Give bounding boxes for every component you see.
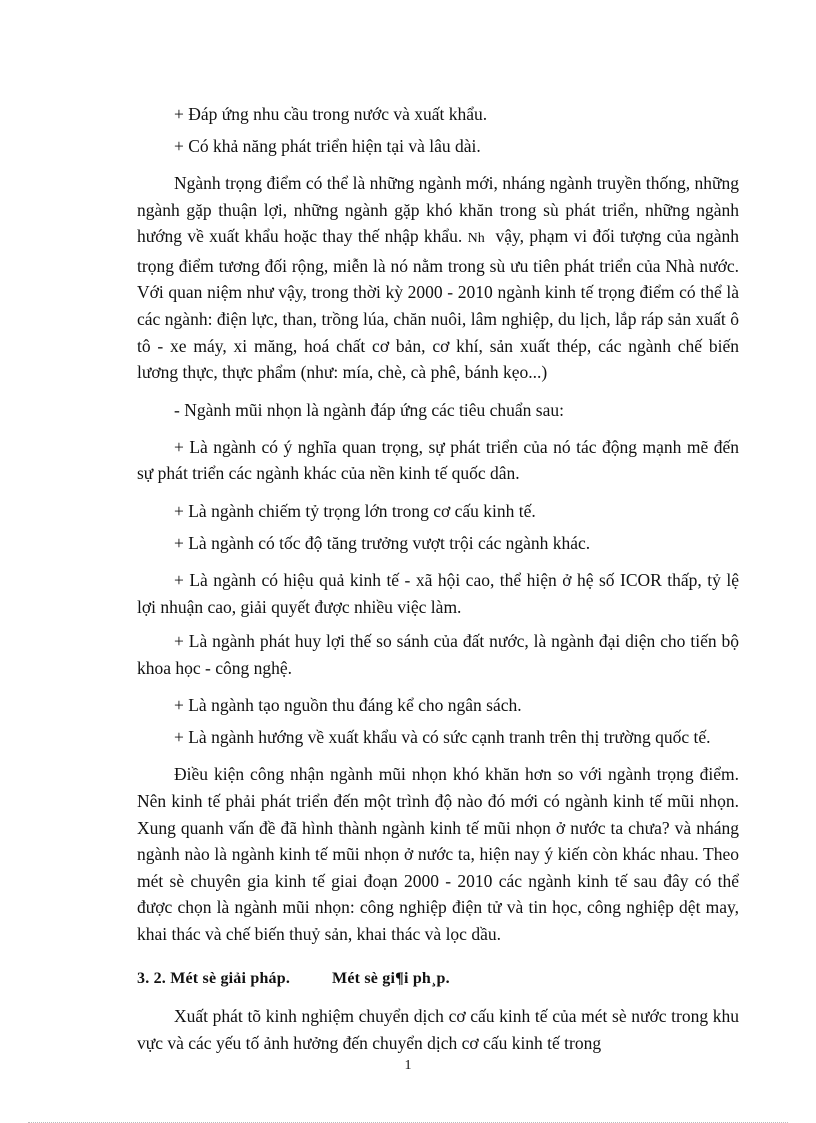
spearhead-criteria-intro: - Ngành mũi nhọn là ngành đáp ứng các tiêu chuẩn sau: xyxy=(174,399,564,420)
paragraph-solutions: Xuất phát tõ kinh nghiệm chuyển dịch cơ cấu kinh tế của mét sè nước trong khu vực và các yếu tố ảnh hưởng đến chuyển dịch cơ cấu kinh tế trong xyxy=(137,1006,739,1054)
bullet-development-capacity: + Có khả năng phát triển hiện tại và lâu dài. xyxy=(174,136,481,156)
paragraph-key-sectors-part1: Ngành trọng điểm có thể là những ngành mới, nháng ngành truyền thống, những ngành gặp thuận lợi, những ngành gặp khó khăn trong sù phát triển, những ngành hướng về xuất khẩu hoặc thay thế nhập khẩu. xyxy=(137,173,739,247)
criterion-efficiency: + Là ngành có hiệu quả kinh tế - xã hội cao, thể hiện ở hệ số ICOR thấp, tỷ lệ lợi nhuận cao, giải quyết được nhiều việc làm. xyxy=(137,569,739,617)
paragraph-key-sectors xyxy=(137,170,739,386)
criterion-advantage: + Là ngành phát huy lợi thế so sánh của đất nước, là ngành đại diện cho tiến bộ khoa học - công nghệ. xyxy=(137,631,739,678)
criterion-budget: + Là ngành tạo nguồn thu đáng kể cho ngân sách. xyxy=(174,695,522,716)
criterion-growth: + Là ngành có tốc độ tăng trưởng vượt trội các ngành khác. xyxy=(174,532,591,553)
paragraph-key-sectors-fragment: Nh xyxy=(467,231,485,247)
criterion-share: + Là ngành chiếm tỷ trọng lớn trong cơ cấu kinh tế. xyxy=(174,500,536,521)
criterion-export: + Là ngành hướng về xuất khẩu và có sức cạnh tranh trên thị trường quốc tế. xyxy=(174,727,711,748)
section-heading-primary: 3. 2. Mét sè giải pháp. xyxy=(137,970,291,988)
document-body xyxy=(137,98,739,1057)
section-heading-garbled: Mét sè gi¶i ph¸p. xyxy=(332,970,450,988)
page-number: 1 xyxy=(404,1058,412,1073)
paragraph-spearhead-conditions: Điều kiện công nhận ngành mũi nhọn khó khăn hơn so với ngành trọng điểm. Nên kinh tế phải phát triển đến một trình độ nào đó mới có ngành kinh tế mũi nhọn. Xung quanh vấn đề đã hình thành ngành kinh tế mũi nhọn ở nước ta chưa? và nháng ngành nào là ngành kinh tế mũi nhọn ở nước ta, hiện nay ý kiến còn khác nhau. Theo mét sè chuyên gia kinh tế giai đoạn 2000 - 2010 các ngành kinh tế sau đây có thể được chọn là ngành mũi nhọn: công nghiệp điện tử và tin học, công nghiệp dệt may, khai thác và chế biến thuỷ sản, khai thác và lọc dầu. xyxy=(137,764,739,944)
paragraph-key-sectors-part2: vậy, phạm vi đối tượng của ngành trọng điểm tương đối rộng, miễn là nó nằm trong sù ưu tiên phát triển của Nhà nước. Với quan niệm như vậy, trong thời kỳ 2000 - 2010 ngành kinh tế trọng điểm có thể là các ngành: điện lực, than, trồng lúa, chăn nuôi, lâm nghiệp, du lịch, lắp ráp sản xuất ô tô - xe máy, xi măng, hoá chất cơ bản, cơ khí, sản xuất thép, các ngành chế biến lương thực, thực phẩm (như: mía, chè, cà phê, bánh kẹo...) xyxy=(137,226,740,383)
criterion-importance: + Là ngành có ý nghĩa quan trọng, sự phát triển của nó tác động mạnh mẽ đến sự phát triển các ngành khác của nền kinh tế quốc dân. xyxy=(137,436,739,484)
bullet-meet-demand: + Đáp ứng nhu cầu trong nước và xuất khẩu. xyxy=(174,104,488,124)
section-heading xyxy=(137,963,739,995)
